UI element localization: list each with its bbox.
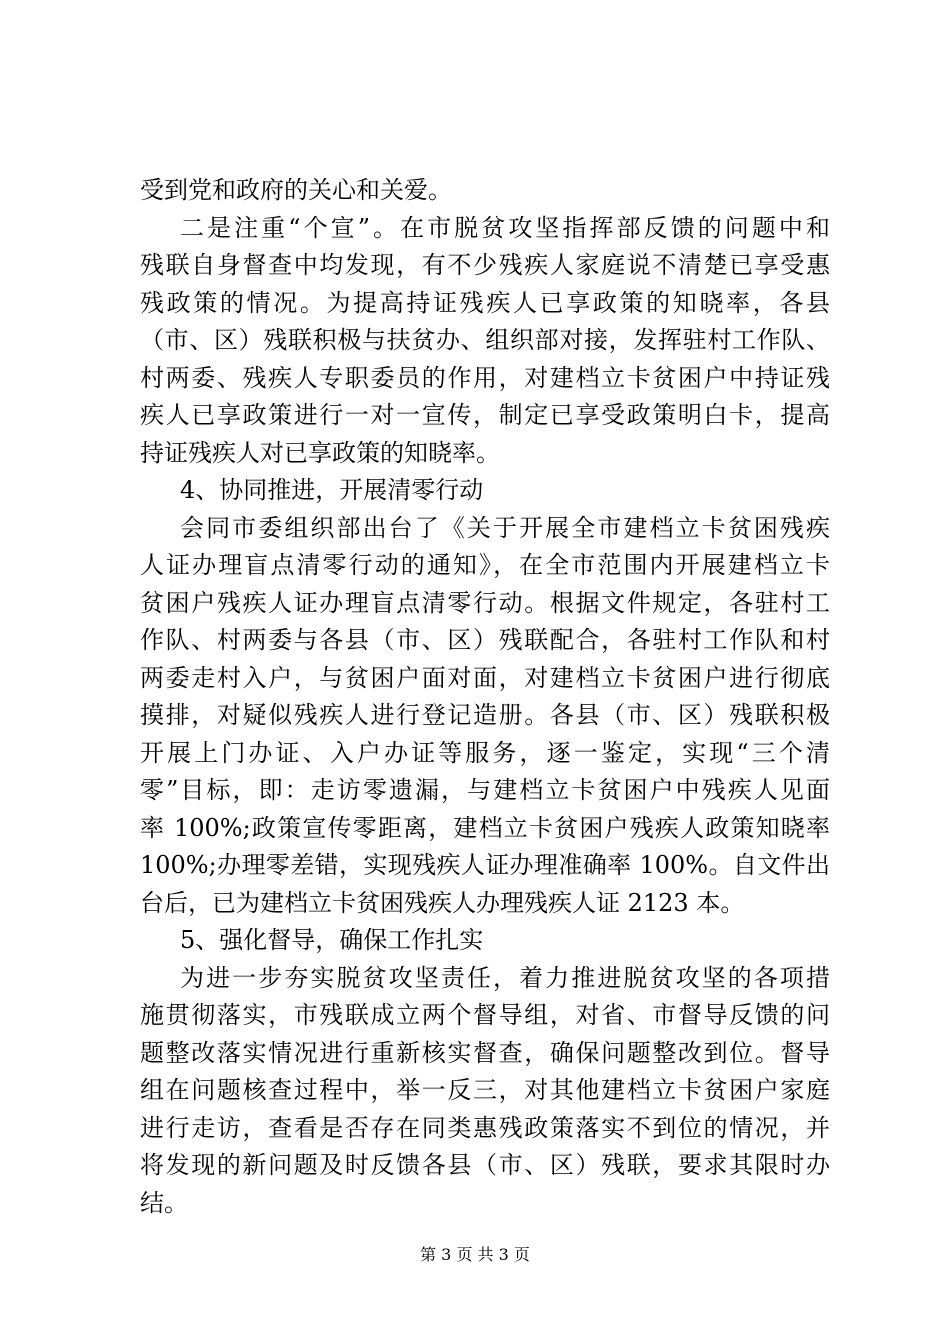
text-line: 零”目标，即：走访零遗漏，与建档立卡贫困户中残疾人见面 xyxy=(140,776,830,804)
text-line: 施贯彻落实，市残联成立两个督导组，对省、市督导反馈的问 xyxy=(140,1001,830,1029)
text-line: 100%;办理零差错，实现残疾人证办理准确率 100%。自文件出 xyxy=(140,851,830,879)
text-line: 进行走访，查看是否存在同类惠残政策落实不到位的情况，并 xyxy=(140,1113,830,1142)
text-line: 结。 xyxy=(140,1188,188,1217)
text-line: 摸排，对疑似残疾人进行登记造册。各县（市、区）残联积极 xyxy=(140,701,830,729)
text-line: 开展上门办证、入户办证等服务，逐一鉴定，实现“三个清 xyxy=(140,738,830,767)
paragraph-first-line: 会同市委组织部出台了《关于开展全市建档立卡贫困残疾 xyxy=(180,513,830,542)
text-line: 率 100%;政策宣传零距离，建档立卡贫困户残疾人政策知晓率 xyxy=(140,813,830,842)
text-line: 台后，已为建档立卡贫困残疾人办理残疾人证 2123 本。 xyxy=(140,888,745,917)
text-line: 将发现的新问题及时反馈各县（市、区）残联，要求其限时办 xyxy=(140,1151,830,1179)
text-line: 受到党和政府的关心和关爱。 xyxy=(140,176,452,204)
page-footer xyxy=(0,1243,950,1267)
paragraph-first-line: 二是注重“个宣”。在市脱贫攻坚指挥部反馈的问题中和 xyxy=(180,213,830,242)
text-line: 人证办理盲点清零行动的通知》，在全市范围内开展建档立卡 xyxy=(140,551,830,579)
text-line: （市、区）残联积极与扶贫办、组织部对接，发挥驻村工作队、 xyxy=(140,326,830,354)
text-line: 村两委、残疾人专职委员的作用，对建档立卡贫困户中持证残 xyxy=(140,363,830,392)
page-number: 第 3 页 共 3 页 xyxy=(420,1245,530,1264)
section-heading: 4、协同推进，开展清零行动 xyxy=(180,476,484,504)
paragraph-first-line: 为进一步夯实脱贫攻坚责任，着力推进脱贫攻坚的各项措 xyxy=(180,963,830,992)
text-line: 作队、村两委与各县（市、区）残联配合，各驻村工作队和村 xyxy=(140,626,830,654)
text-line: 持证残疾人对已享政策的知晓率。 xyxy=(140,438,500,467)
text-line: 两委走村入户，与贫困户面对面，对建档立卡贫困户进行彻底 xyxy=(140,663,830,692)
text-line: 疾人已享政策进行一对一宣传，制定已享受政策明白卡，提高 xyxy=(140,401,830,429)
text-line: 残政策的情况。为提高持证残疾人已享政策的知晓率，各县 xyxy=(140,288,830,317)
text-line: 题整改落实情况进行重新核实督查，确保问题整改到位。督导 xyxy=(140,1038,830,1067)
text-line: 贫困户残疾人证办理盲点清零行动。根据文件规定，各驻村工 xyxy=(140,588,830,617)
section-heading: 5、强化督导，确保工作扎实 xyxy=(180,926,484,954)
text-line: 组在问题核查过程中，举一反三，对其他建档立卡贫困户家庭 xyxy=(140,1076,830,1104)
document-body xyxy=(140,172,830,1222)
text-line: 残联自身督查中均发现，有不少残疾人家庭说不清楚已享受惠 xyxy=(140,251,830,279)
